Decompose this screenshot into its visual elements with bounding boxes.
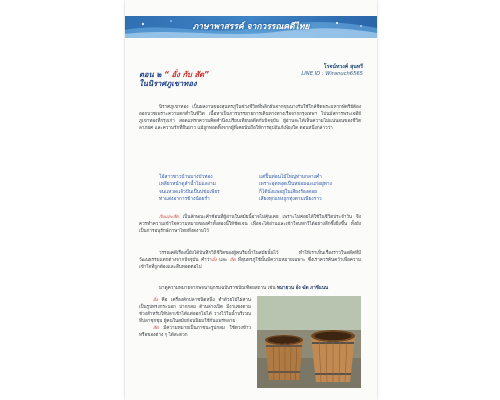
- paragraph-culture: [139, 250, 361, 271]
- episode-prefix: ตอน ๒: [139, 70, 162, 79]
- paragraph-text: มีความหมายเป็นภาชนะรูปกลม ใช้ตวงข้าวหรือของต่าง ๆ ได้สะดวก: [139, 326, 251, 339]
- author-name: โรจน์ทวงค์ สุนทรี: [323, 64, 363, 70]
- tub-paragraph: [139, 297, 251, 325]
- paragraph-text: มาดูความหมายจากพจนานุกรมฉบับราชบัณฑิตยสถาน เช่น: [159, 286, 277, 291]
- author-line-id: LINE ID : Wiranuch6565: [301, 71, 363, 77]
- paragraph-text: และ: [216, 258, 230, 264]
- poem-line: แต่ปิ้นท่อนไม้ใหญ่ท่ามกลางค่ำ: [259, 175, 322, 180]
- paragraph-text: วรรณคดีเรื่องนี้ยังได้บันทึกวิถีชีวิตของผู้คนริมน้ำในสมัยนั้นไว้ ทำให้เราเห็นเรื่องราวในอดีตที่มีวัฒนธรรมแตกต่างจากปัจจุบัน คำว่า: [139, 251, 361, 264]
- tub-paragraph: [139, 325, 251, 339]
- highlight-term: อั่ง: [211, 258, 217, 264]
- paragraph-text: เป็นลักษณะคำซ้อนที่ผู้อ่านในสมัยนี้อาจไม่คุ้นเคย เพราะไม่ค่อยได้ใช้ในชีวิตประจำวัน จึงควรทำความเข้าใจความหมายของคำทั้งสองนี้ให้ชัดเจน เพื่อจะได้อ่านและเข้าใจบทกวีได้อย่างลึกซึ้งยิ่งขึ้น ทั้งยังเป็นการอนุรักษ์ภาษาไทยที่งดงามไว้: [139, 215, 361, 235]
- poem-line: ก็ได้นั่งแพอยู่ในเสียงร้องดอย: [259, 189, 317, 195]
- paragraph-text: คือ เครื่องดักปลาชนิดหนึ่ง ทำด้วยไม้ไผ่สานเป็นรูปทรงกระบอก ปากกลม ด้านล่างเปิด มีงาแซงตามช่วงสำหรับให้ปลาเข้าได้แต่ออกไม่ได้ วางไว้ในน้ำบริเวณที่ปลาชุกชุม ผู้คนในสมัยก่อนนิยมใช้กันแพร่หลาย: [139, 298, 251, 325]
- wooden-tubs-photo: [257, 296, 361, 388]
- poem-row: [159, 196, 359, 203]
- episode-subtitle: ในนิราศภูเขาทอง: [139, 79, 197, 88]
- paragraph-text: ที่สุนทรภู่ใช้นั้นมีความหมายเฉพาะ ซึ่งเราควรค้นคว้าเพื่อความเข้าใจที่ถูกต้องและสืบทอดต่อไป: [139, 258, 361, 271]
- banner: [125, 16, 377, 38]
- wooden-tubs-image: [257, 296, 361, 388]
- bold-terms: หมายวน อั่ง ฆัด ภาชีแนน: [276, 286, 329, 291]
- paragraph-dictionary: [139, 285, 361, 292]
- highlight-term: อั่ง: [153, 298, 159, 303]
- highlight-term: สัด: [229, 258, 236, 264]
- highlight-term: กับและสัด: [159, 215, 179, 220]
- tub-description: [139, 297, 251, 340]
- paragraph-intro: นิราศภูเขาทอง เป็นผลงานของสุนทรภู่ในช่วงชีวิตที่พลิกผันจากขุนนางรับใช้ใกล้ชิดพระมหากษัตริย์ต้องออกบวชเพราะความตกต่ำในชีวิต เนื้อหาเป็นการบรรยายการเดินทางทางเรือจากกรุงเทพฯ ไปนมัสการพระเจดีย์ภูเขาทองที่กรุงเก่า สอดแทรกความคิดคำนึงเปรียบเทียบอดีตกับปัจจุบัน ผู้อ่านจะได้เห็นความไม่แน่นอนของชีวิต ลาภยศ และความรักที่ยืนยาว แม้ถูกทอดทิ้งจากผู้ที่เคยนับถือให้การอุปถัมภ์เพียงใด ตอนหนึ่งกล่าวว่า: [139, 105, 361, 132]
- poem-row: [159, 181, 359, 188]
- episode-heading: [139, 70, 289, 88]
- paragraph-meaning: [139, 214, 361, 235]
- highlight-term: สัด: [153, 326, 159, 332]
- poem-row: [159, 189, 359, 196]
- author-block: [301, 64, 363, 78]
- episode-accent: “ อั่ง กับ สัด”: [164, 70, 209, 79]
- banner-title: ภาษาพาสรรค์ จากวรรณคดีไทย: [192, 22, 310, 32]
- poem-line: จนแหวดแจ้วปันเป็นบ่ข่มเพียร: [159, 189, 220, 195]
- poem-line: เสียงทุกแห่งถูกทุ่งตามเพียงราว: [259, 197, 322, 203]
- document-page: [125, 0, 377, 400]
- poem-line: เหลียวหน้าดูลำน้ำไม่แลงาม: [159, 182, 216, 188]
- poem-line: ท่าแต่งอาการข้างน้อยร่ำ: [159, 197, 210, 203]
- poem-block: [159, 174, 359, 204]
- poem-line: เพราะอุดหงุดเป็นหย่อมฉะแก่อยู่ทาง: [259, 182, 332, 188]
- poem-row: [159, 174, 359, 181]
- poem-line: โอ้สาวชาวบ้านบางบัวทอง: [159, 175, 213, 180]
